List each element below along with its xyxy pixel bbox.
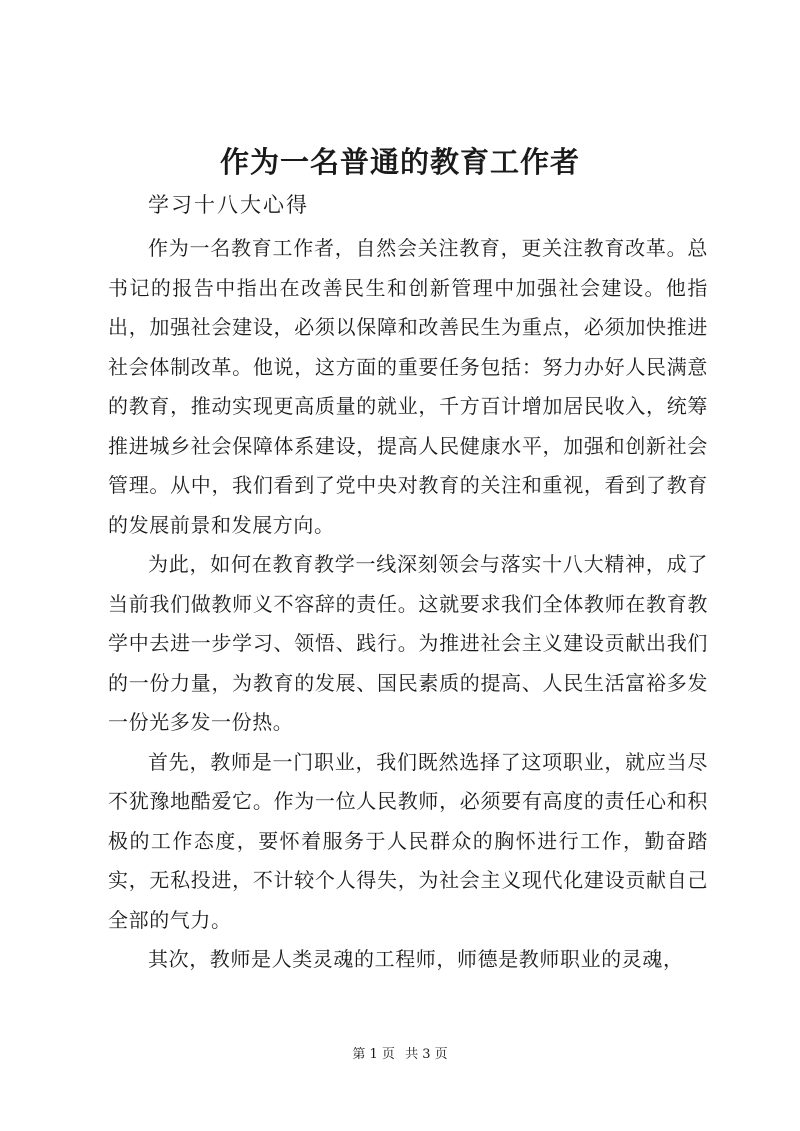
page-number: 第 1 页 [352, 1047, 395, 1062]
page-footer [0, 1045, 800, 1065]
paragraph-2: 为此，如何在教育教学一线深刻领会与落实十八大精神，成了当前我们做教师义不容辞的责任。这就要求我们全体教师在教育教学中去进一步学习、领悟、践行。为推进社会主义建设贡献出我们的一份力量，为教育的发展、国民素质的提高、人民生活富裕多发一份光多发一份热。 [108, 552, 708, 734]
document-subtitle: 学习十八大心得 [148, 193, 309, 217]
page-total: 共 3 页 [405, 1047, 448, 1062]
paragraph-1: 作为一名教育工作者，自然会关注教育，更关注教育改革。总书记的报告中指出在改善民生和创新管理中加强社会建设。他指出，加强社会建设，必须以保障和改善民生为重点，必须加快推进社会体制改革。他说，这方面的重要任务包括：努力办好人民满意的教育，推动实现更高质量的就业，千方百计增加居民收入，统筹推进城乡社会保障体系建设，提高人民健康水平，加强和创新社会管理。从中，我们看到了党中央对教育的关注和重视，看到了教育的发展前景和发展方向。 [108, 236, 708, 537]
document-title: 作为一名普通的教育工作者 [219, 145, 580, 179]
paragraph-4: 其次，教师是人类灵魂的工程师，师德是教师职业的灵魂， [148, 947, 684, 971]
paragraph-3: 首先，教师是一门职业，我们既然选择了这项职业，就应当尽不犹豫地酷爱它。作为一位人民教师，必须要有高度的责任心和积极的工作态度，要怀着服务于人民群众的胸怀进行工作，勤奋踏实，无私投进，不计较个人得失，为社会主义现代化建设贡献自己全部的气力。 [108, 749, 708, 932]
document-body [108, 229, 708, 980]
